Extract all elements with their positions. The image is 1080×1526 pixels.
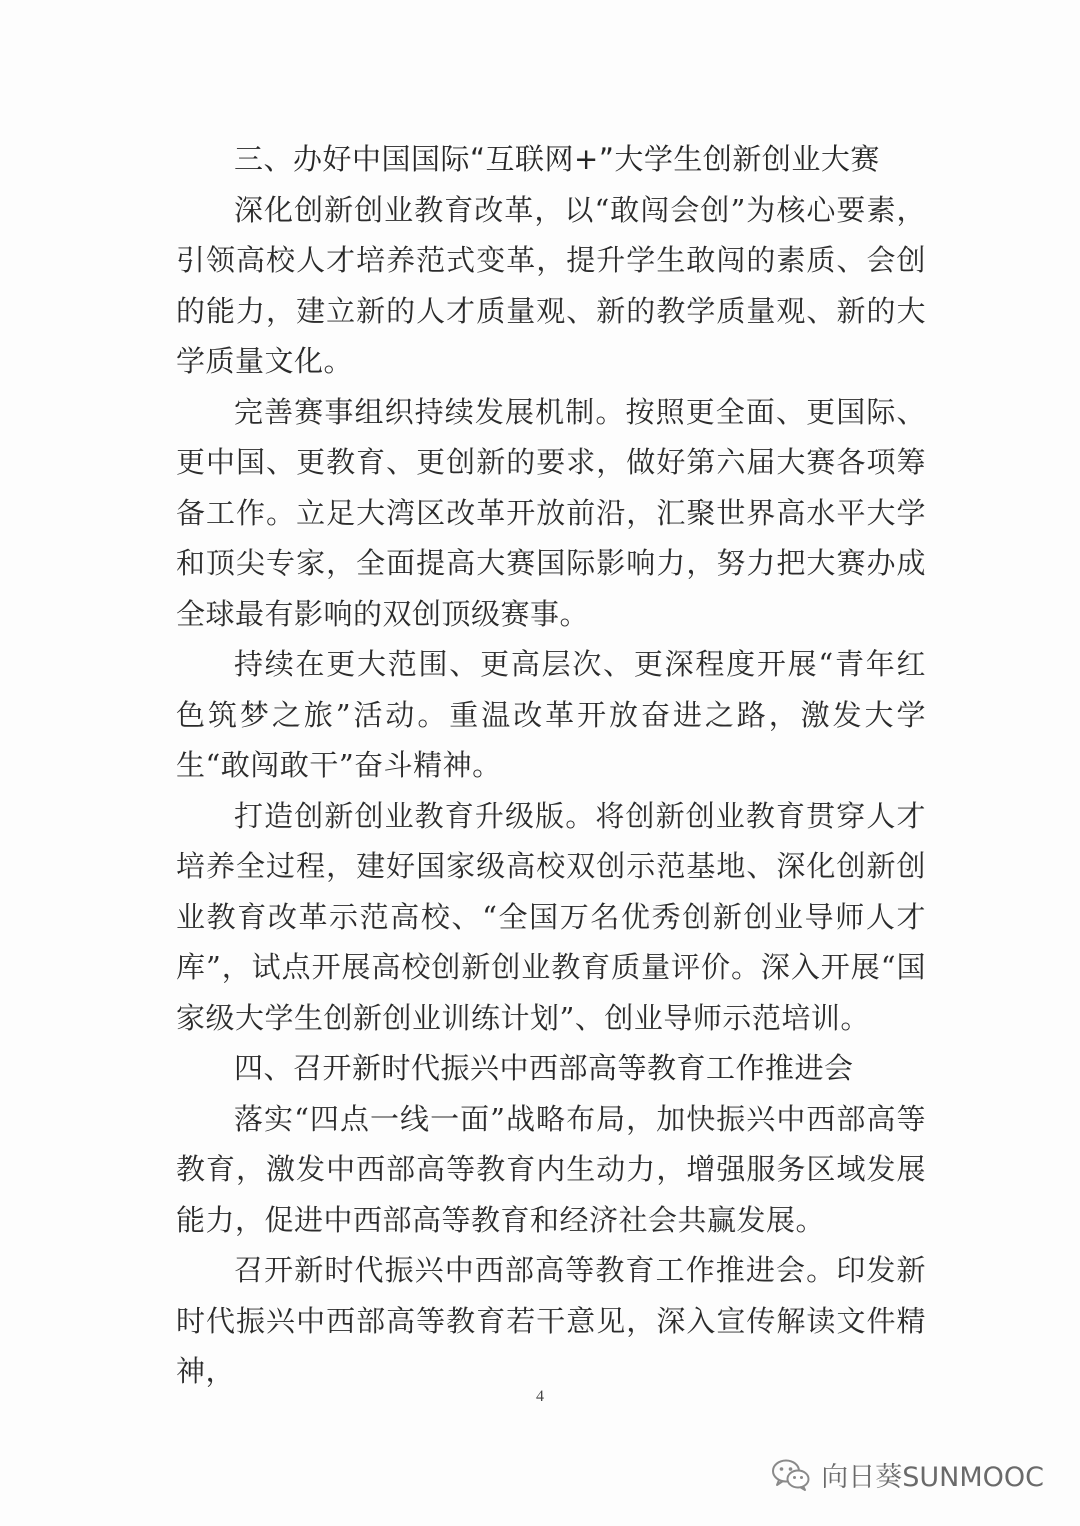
paragraph: 持续在更大范围、更高层次、更深程度开展“青年红色筑梦之旅”活动。重温改革开放奋进之路，激发大学生“敢闯敢干”奋斗精神。	[176, 647, 926, 782]
paragraph: 落实“四点一线一面”战略布局，加快振兴中西部高等教育，激发中西部高等教育内生动力，增强服务区域发展能力，促进中西部高等教育和经济社会共赢发展。	[176, 1101, 926, 1237]
section-heading-3: 三、办好中国国际“互联网+”大学生创新创业大赛	[234, 142, 880, 176]
wechat-icon	[771, 1458, 811, 1492]
paragraph: 打造创新创业教育升级版。将创新创业教育贯穿人才培养全过程，建好国家级高校双创示范基地、深化创新创业教育改革示范高校、“全国万名优秀创新创业导师人才库”，试点开展高校创新创业教育质量评价。深入开展“国家级大学生创新创业训练计划”、创业导师示范培训。	[176, 798, 926, 1035]
paragraph: 深化创新创业教育改革，以“敢闯会创”为核心要素，引领高校人才培养范式变革，提升学生敢闯的素质、会创的能力，建立新的人才质量观、新的教学质量观、新的大学质量文化。	[176, 192, 926, 378]
page-number: 4	[536, 1388, 544, 1405]
watermark-text: 向日葵SUNMOOC	[821, 1462, 1044, 1493]
watermark	[771, 1455, 1044, 1494]
paragraph: 完善赛事组织持续发展机制。按照更全面、更国际、更中国、更教育、更创新的要求，做好第六届大赛各项筹备工作。立足大湾区改革开放前沿，汇聚世界高水平大学和顶尖专家，全面提高大赛国际影响力，努力把大赛办成全球最有影响的双创顶级赛事。	[176, 394, 926, 631]
paragraph: 召开新时代振兴中西部高等教育工作推进会。印发新时代振兴中西部高等教育若干意见，深入宣传解读文件精神，	[176, 1253, 926, 1388]
document-body	[176, 134, 926, 1397]
section-heading-4: 四、召开新时代振兴中西部高等教育工作推进会	[234, 1051, 854, 1085]
